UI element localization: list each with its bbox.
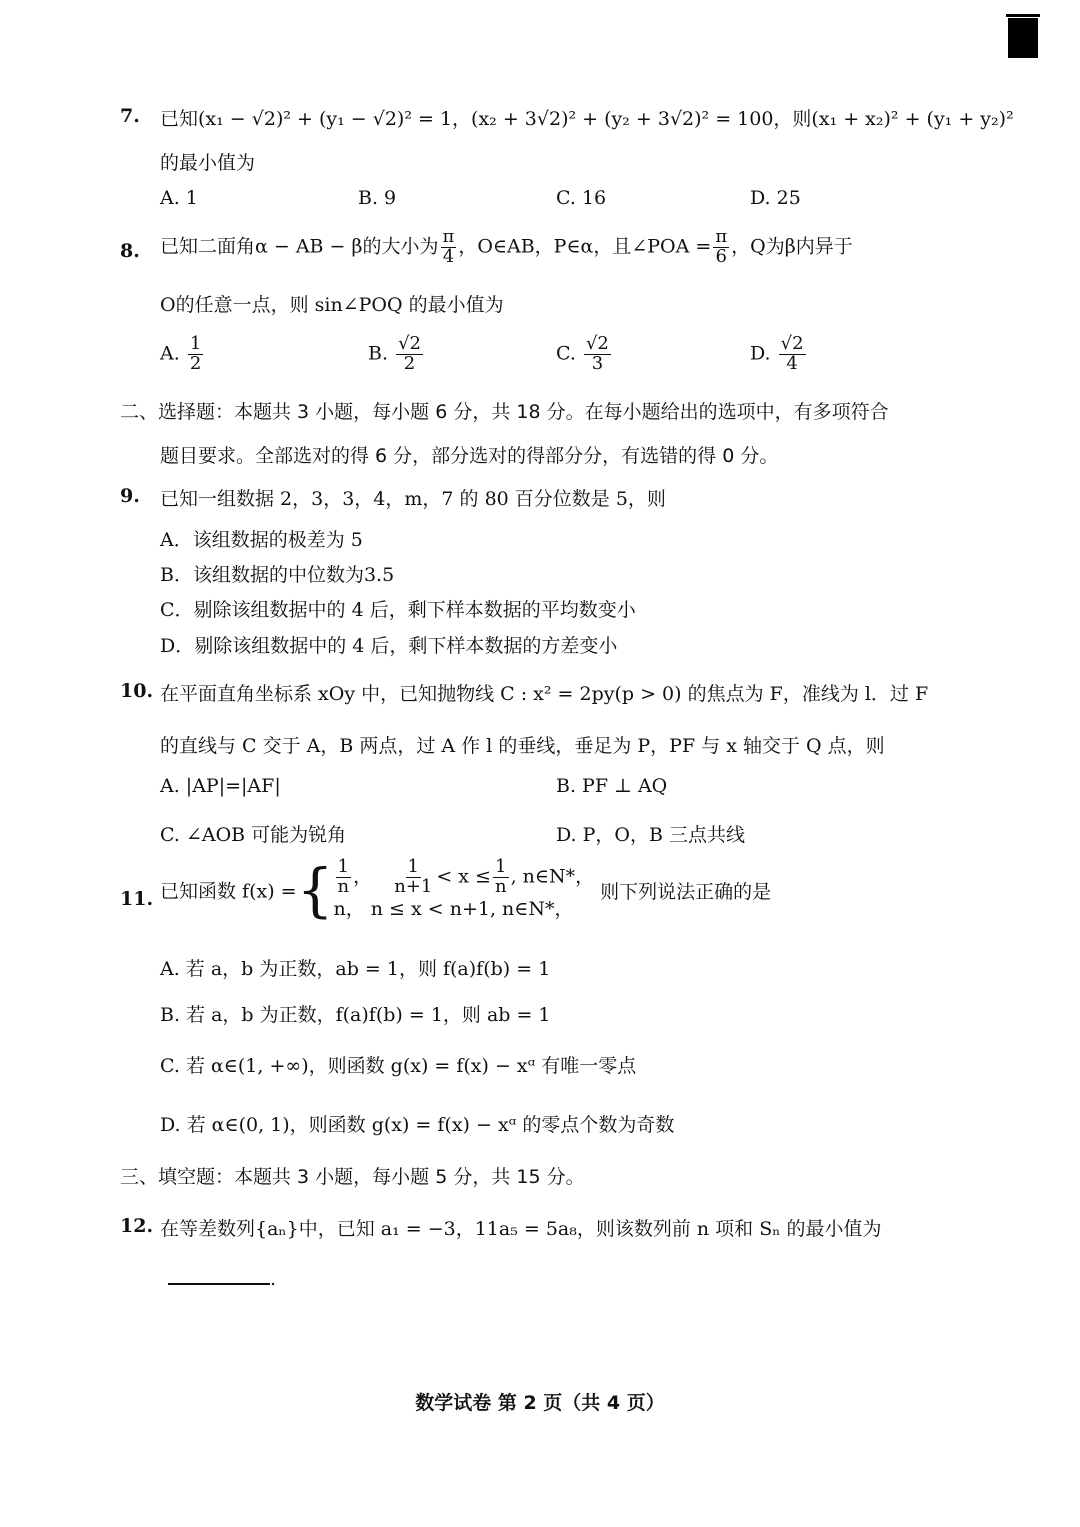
q8-option-d-label: D. [750, 342, 771, 365]
q8-option-d [750, 335, 808, 374]
section2-heading-line1: 二、选择题：本题共 3 小题，每小题 6 分，共 18 分。在每小题给出的选项中，有多项符合 [120, 401, 889, 423]
section3-heading: 三、填空题：本题共 3 小题，每小题 5 分，共 15 分。 [120, 1166, 585, 1188]
q8-option-a [160, 335, 205, 374]
q11-row1-cond-mid: < x ≤ [436, 865, 491, 888]
q11-row1-cond-num2: 1 [495, 856, 507, 877]
q8-frac2-denominator: 6 [715, 245, 727, 267]
q8-option-a-label: A. [160, 342, 180, 365]
q8-option-b-label: B. [368, 342, 389, 365]
q7-number: 7. [120, 105, 140, 127]
q11-piece-row2: n， n ≤ x < n+1, n∈N*， [333, 897, 574, 920]
q10-stem-line2: 的直线与 C 交于 A，B 两点，过 A 作 l 的垂线，垂足为 P，PF 与 x 轴交于 Q 点，则 [160, 735, 885, 757]
q7-option-d: D. 25 [750, 187, 801, 209]
q8-frac1-denominator: 4 [442, 245, 455, 267]
q11-row1-val-num: 1 [337, 856, 349, 877]
q11-left-brace: { [296, 856, 334, 925]
q8-frac2-numerator: π [715, 226, 728, 247]
q12-stem: 在等差数列{aₙ}中，已知 a₁ = −3，11a₅ = 5a₈，则该数列前 n 项和 Sₙ 的最小值为 [160, 1218, 882, 1240]
q9-option-b: B．该组数据的中位数为3.5 [160, 564, 395, 586]
q12-answer-blank[interactable] [168, 1283, 270, 1285]
q11-row1-cond-den2: n [494, 875, 507, 897]
q12-blank-period: . [270, 1268, 277, 1290]
q8-stem-part-a: 已知二面角α − AB − β的大小为 [160, 235, 439, 258]
section2-heading-line2: 题目要求。全部选对的得 6 分，部分选对的得部分分，有选错的得 0 分。 [160, 445, 779, 467]
q8-option-c-den: 3 [591, 352, 604, 374]
q8-option-b-num: √2 [398, 333, 421, 354]
q9-stem: 已知一组数据 2，3，3，4，m，7 的 80 百分位数是 5，则 [160, 488, 666, 510]
q7-stem-line2: 的最小值为 [160, 152, 256, 174]
q10-option-a: A. |AP|=|AF| [160, 775, 281, 797]
corner-mark [1008, 18, 1038, 58]
q8-stem-line2: O的任意一点，则 sin∠POQ 的最小值为 [160, 294, 504, 316]
page-footer: 数学试卷 第 2 页（共 4 页） [415, 1392, 665, 1414]
q11-stem [160, 856, 772, 925]
q7-option-a: A. 1 [160, 187, 198, 209]
q7-stem-line1: 已知(x₁ − √2)² + (y₁ − √2)² = 1，(x₂ + 3√2)² + (y₂ + 3√2)² = 100，则(x₁ + x₂)² + (y₁ + y₂)² [160, 108, 1014, 130]
q8-option-d-num: √2 [780, 333, 804, 354]
q11-option-b: B. 若 a，b 为正数，f(a)f(b) = 1，则 ab = 1 [160, 1004, 551, 1026]
q8-option-d-den: 4 [786, 352, 798, 374]
q8-frac1-numerator: π [442, 226, 455, 247]
q10-option-b: B. PF ⊥ AQ [556, 775, 668, 797]
q7-option-b: B. 9 [358, 187, 397, 209]
q9-number: 9. [120, 485, 140, 507]
q8-number: 8. [120, 240, 140, 262]
q10-stem-line1: 在平面直角坐标系 xOy 中，已知抛物线 C : x² = 2py(p > 0) 的焦点为 F，准线为 l．过 F [160, 683, 929, 705]
q11-option-a: A. 若 a，b 为正数，ab = 1，则 f(a)f(b) = 1 [160, 958, 551, 980]
q11-option-d: D. 若 α∈(0, 1)，则函数 g(x) = f(x) − xᵅ 的零点个数为奇数 [160, 1114, 675, 1136]
q9-option-a: A．该组数据的极差为 5 [160, 529, 363, 551]
corner-line [1006, 14, 1040, 17]
q11-piecewise [333, 858, 594, 922]
q9-option-d: D．剔除该组数据中的 4 后，剩下样本数据的方差变小 [160, 635, 618, 657]
q11-piece-row1: $\frac{1}{n}$ ， $\frac{1}{n+1}$ < x ≤ $\frac{1}{n}$ , n∈N*， [337, 856, 595, 897]
q8-stem-part-b: ，O∈AB，P∈α，且∠POA = [458, 235, 712, 258]
q7-option-c: C. 16 [556, 187, 607, 209]
q8-option-a-den: 2 [189, 352, 202, 374]
q11-row1-cond-den: n+1 [394, 875, 433, 897]
q12-answer-blank-line [168, 1268, 276, 1290]
q11-stem-part-b: 则下列说法正确的是 [600, 880, 772, 903]
q9-option-c: C．剔除该组数据中的 4 后，剩下样本数据的平均数变小 [160, 599, 636, 621]
q10-option-d: D. P，O，B 三点共线 [556, 824, 745, 846]
q8-stem-line1 [160, 228, 853, 267]
q10-number: 10. [120, 680, 154, 702]
q8-option-c-num: √2 [585, 333, 609, 354]
q10-option-c: C. ∠AOB 可能为锐角 [160, 824, 347, 846]
q8-option-a-num: 1 [189, 333, 202, 354]
q11-row1-cond-tail: , n∈N*， [510, 865, 595, 888]
q11-stem-part-a: 已知函数 f(x) = [160, 880, 297, 903]
q8-fraction-pi-over-4 [441, 228, 457, 267]
q11-row1-val-den: n [337, 875, 350, 897]
q12-number: 12. [120, 1215, 154, 1237]
q8-option-b-den: 2 [403, 352, 416, 374]
q8-fraction-pi-over-6 [713, 228, 729, 267]
q11-number: 11. [120, 888, 154, 910]
q8-option-b [368, 335, 425, 374]
q11-row1-cond-num: 1 [407, 856, 419, 877]
q8-stem-part-c: ，Q为β内异于 [731, 235, 853, 258]
q11-option-c: C. 若 α∈(1, +∞)，则函数 g(x) = f(x) − xᵅ 有唯一零点 [160, 1055, 637, 1077]
q8-option-c-label: C. [556, 342, 576, 365]
q8-option-c [556, 335, 613, 374]
